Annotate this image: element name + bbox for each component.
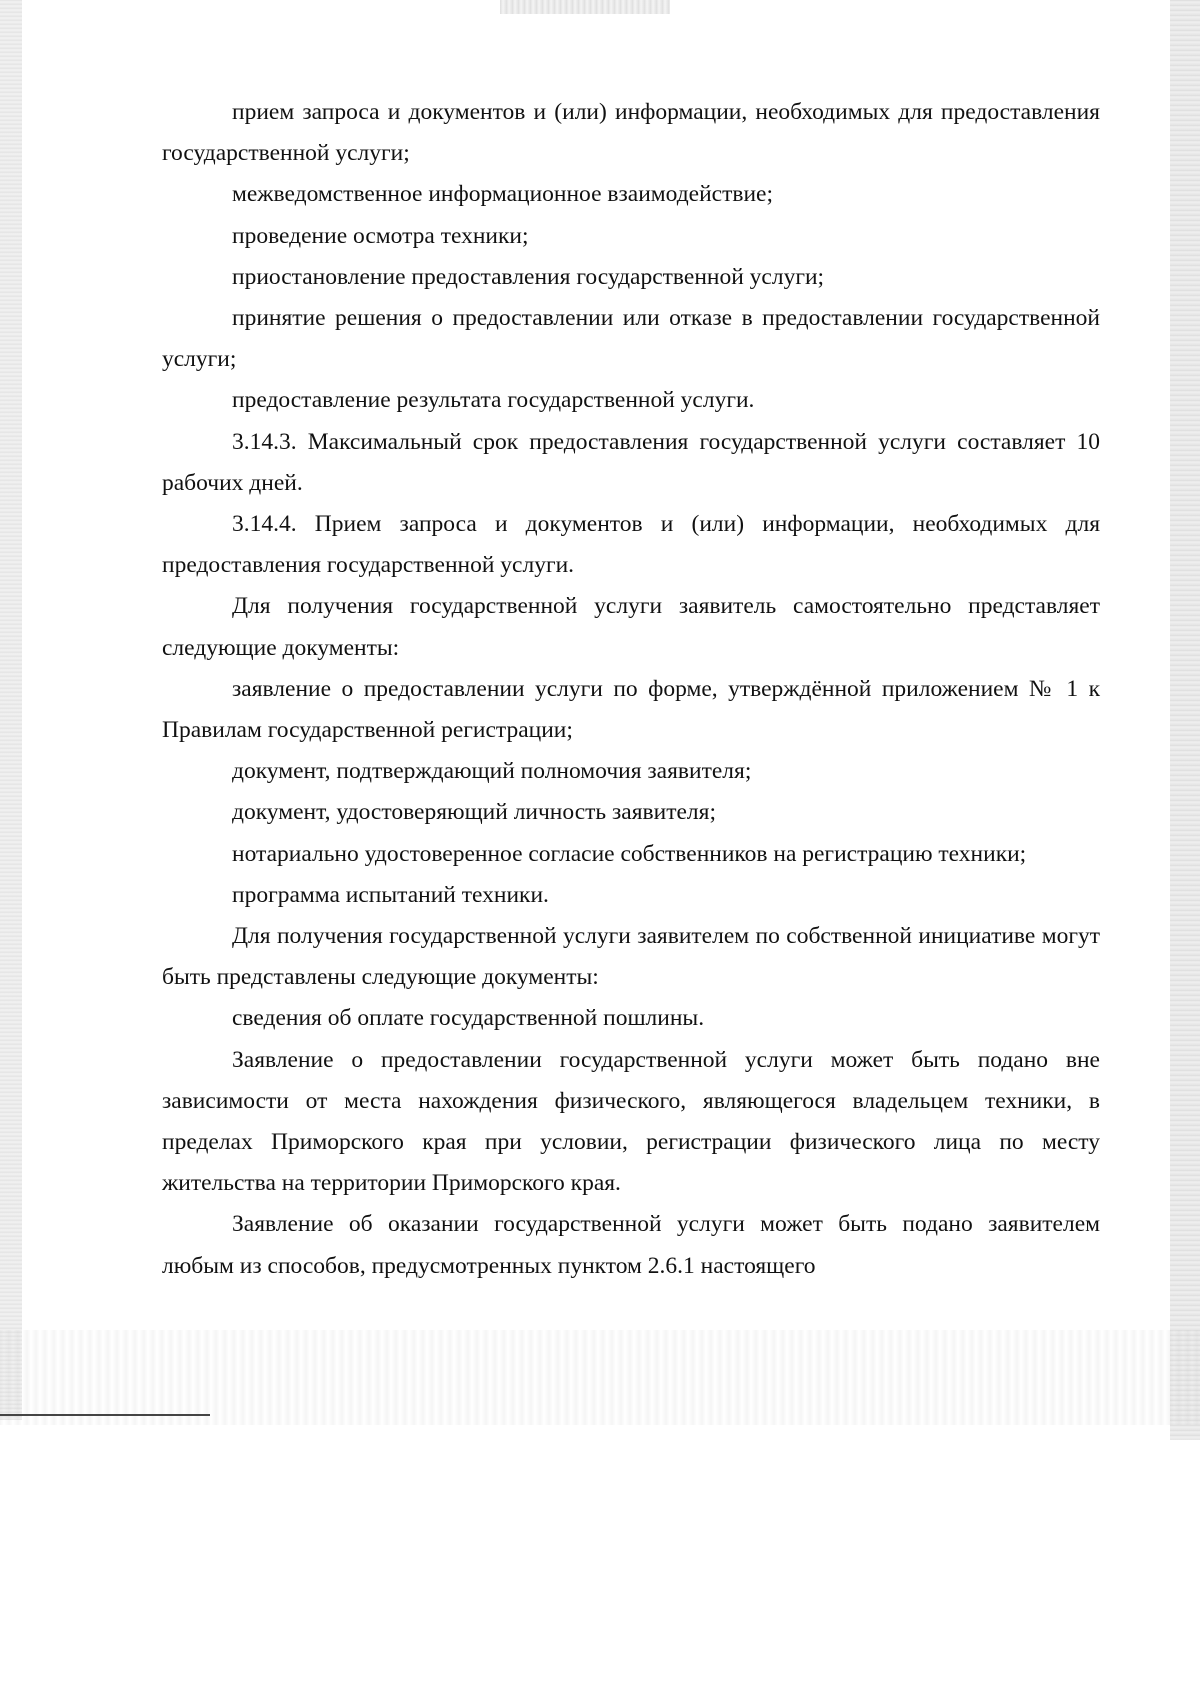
paragraph-9: Для получения государственной услуги заявитель самостоятельно представляет следующие документы: — [162, 593, 1100, 661]
paragraph-3: проведение осмотра техники; — [232, 222, 529, 249]
paragraph-14: программа испытаний техники. — [232, 881, 549, 908]
scan-edge-right — [1170, 0, 1200, 1440]
paragraph-16: сведения об оплате государственной пошлины. — [232, 1005, 705, 1032]
scan-top-smudge — [500, 0, 670, 14]
paragraph-7: 3.14.3. Максимальный срок предоставления государственной услуги составляет 10 рабочих дней. — [162, 428, 1100, 496]
scan-bottom-band — [0, 1330, 1200, 1425]
paragraph-15: Для получения государственной услуги заявителем по собственной инициативе могут быть представлены следующие документы: — [162, 923, 1100, 991]
paragraph-13: нотариально удостоверенное согласие собственников на регистрацию техники; — [232, 840, 1027, 867]
scan-edge-left — [0, 0, 22, 1420]
paragraph-1: прием запроса и документов и (или) информации, необходимых для предоставления государственной услуги; — [162, 99, 1100, 167]
scan-bottom-line — [0, 1414, 210, 1416]
paragraph-17: Заявление о предоставлении государственной услуги может быть подано вне зависимости от места нахождения физического, являющегося владельцем техники, в пределах Приморского края при условии, регистрации физического лица по месту жительства на территории Приморского края. — [162, 1046, 1100, 1197]
paragraph-5: принятие решения о предоставлении или отказе в предоставлении государственной услуги; — [162, 305, 1100, 373]
paragraph-8: 3.14.4. Прием запроса и документов и (или) информации, необходимых для предоставления государственной услуги. — [162, 511, 1100, 579]
paragraph-2: межведомственное информационное взаимодействие; — [232, 181, 774, 208]
paragraph-6: предоставление результата государственной услуги. — [232, 387, 755, 414]
paragraph-10: заявление о предоставлении услуги по форме, утверждённой приложением № 1 к Правилам государственной регистрации; — [162, 675, 1100, 744]
document-body — [162, 92, 1100, 1287]
paragraph-18: Заявление об оказании государственной услуги может быть подано заявителем любым из способов, предусмотренных пунктом 2.6.1 настоящего — [162, 1211, 1100, 1279]
paragraph-4: приостановление предоставления государственной услуги; — [232, 263, 825, 290]
paragraph-11: документ, подтверждающий полномочия заявителя; — [232, 758, 752, 785]
paragraph-12: документ, удостоверяющий личность заявителя; — [232, 799, 716, 826]
